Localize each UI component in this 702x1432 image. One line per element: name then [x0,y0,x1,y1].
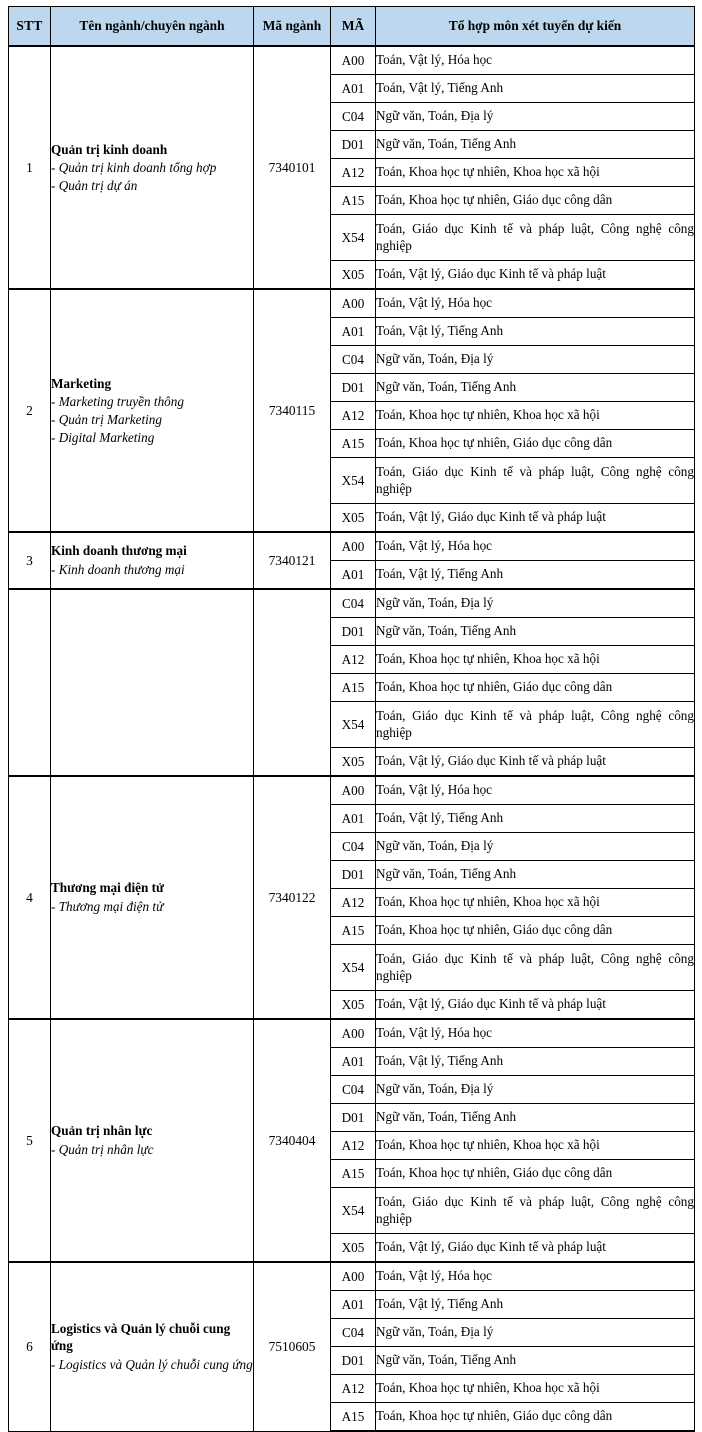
header-stt: STT [9,7,51,47]
cell-combo-code: X05 [331,504,376,533]
major-specialization: - Quản trị dự án [51,177,138,193]
cell-subject-combination: Toán, Vật lý, Hóa học [376,532,695,561]
cell-subject-combination: Ngữ văn, Toán, Tiếng Anh [376,618,695,646]
cell-combo-code: A00 [331,289,376,318]
cell-combo-code: A01 [331,318,376,346]
cell-subject-combination: Ngữ văn, Toán, Tiếng Anh [376,374,695,402]
major-title: Logistics và Quản lý chuỗi cung ứng [51,1320,231,1354]
cell-subject-combination: Toán, Vật lý, Hóa học [376,1019,695,1048]
header-row [9,7,695,47]
cell-subject-combination: Toán, Vật lý, Giáo dục Kinh tế và pháp luật [376,1234,695,1263]
cell-subject-combination: Toán, Vật lý, Hóa học [376,289,695,318]
major-title: Marketing [51,375,112,391]
major-specialization: - Quản trị nhân lực [51,1142,154,1157]
header-major-code: Mã ngành [254,7,331,47]
cell-subject-combination: Toán, Khoa học tự nhiên, Giáo dục công dân [376,674,695,702]
cell-subject-combination: Toán, Vật lý, Tiếng Anh [376,561,695,590]
cell-subject-combination: Toán, Khoa học tự nhiên, Khoa học xã hội [376,1132,695,1160]
cell-stt: 4 [9,776,51,1019]
cell-combo-code: C04 [331,833,376,861]
cell-subject-combination: Ngữ văn, Toán, Địa lý [376,1319,695,1347]
cell-combo-code: X54 [331,215,376,261]
cell-combo-code: A15 [331,430,376,458]
cell-subject-combination: Toán, Vật lý, Tiếng Anh [376,318,695,346]
cell-combo-code: X54 [331,702,376,748]
major-specialization: - Kinh doanh thương mại [51,562,185,577]
cell-major-name [51,1019,254,1262]
table-row [9,1019,695,1048]
cell-subject-combination: Ngữ văn, Toán, Địa lý [376,833,695,861]
cell-combo-code: A15 [331,187,376,215]
cell-combo-code: A01 [331,561,376,590]
cell-major-name [51,589,254,776]
cell-stt: 2 [9,289,51,532]
cell-combo-code: X54 [331,458,376,504]
cell-combo-code: X05 [331,1234,376,1263]
cell-combo-code: A00 [331,776,376,805]
cell-combo-code: C04 [331,1076,376,1104]
cell-combo-code: X54 [331,1188,376,1234]
admissions-table [8,6,695,1432]
cell-combo-code: A15 [331,1160,376,1188]
major-title: Quản trị kinh doanh [51,141,168,157]
header-subject-combination: Tổ hợp môn xét tuyển dự kiến [376,7,695,47]
cell-subject-combination: Toán, Vật lý, Tiếng Anh [376,75,695,103]
table-row [9,1262,695,1291]
cell-subject-combination: Toán, Giáo dục Kinh tế và pháp luật, Công nghệ công nghiệp [376,702,695,748]
cell-combo-code: C04 [331,589,376,618]
cell-subject-combination: Toán, Vật lý, Tiếng Anh [376,1048,695,1076]
cell-subject-combination: Toán, Vật lý, Hóa học [376,776,695,805]
cell-subject-combination: Ngữ văn, Toán, Địa lý [376,589,695,618]
cell-major-code: 7340115 [254,289,331,532]
cell-subject-combination: Toán, Vật lý, Tiếng Anh [376,1291,695,1319]
cell-combo-code: A01 [331,805,376,833]
cell-subject-combination: Toán, Khoa học tự nhiên, Giáo dục công dân [376,187,695,215]
cell-combo-code: A00 [331,532,376,561]
cell-combo-code: A12 [331,889,376,917]
cell-subject-combination: Toán, Khoa học tự nhiên, Giáo dục công dân [376,1403,695,1432]
cell-combo-code: A01 [331,1048,376,1076]
cell-subject-combination: Toán, Khoa học tự nhiên, Giáo dục công dân [376,917,695,945]
cell-major-name [51,776,254,1019]
cell-subject-combination: Toán, Vật lý, Tiếng Anh [376,805,695,833]
cell-subject-combination: Toán, Vật lý, Giáo dục Kinh tế và pháp luật [376,261,695,290]
table-row [9,289,695,318]
cell-subject-combination: Toán, Khoa học tự nhiên, Khoa học xã hội [376,1375,695,1403]
cell-subject-combination: Ngữ văn, Toán, Địa lý [376,346,695,374]
cell-major-name [51,532,254,589]
cell-combo-code: A00 [331,1019,376,1048]
cell-combo-code: C04 [331,103,376,131]
cell-subject-combination: Toán, Giáo dục Kinh tế và pháp luật, Công nghệ công nghiệp [376,458,695,504]
cell-major-code: 7340404 [254,1019,331,1262]
table-row [9,589,695,618]
cell-subject-combination: Ngữ văn, Toán, Địa lý [376,103,695,131]
cell-subject-combination: Toán, Vật lý, Giáo dục Kinh tế và pháp luật [376,504,695,533]
cell-major-name [51,289,254,532]
cell-combo-code: C04 [331,1319,376,1347]
major-specialization: - Marketing truyền thông [51,394,184,410]
cell-combo-code: A01 [331,75,376,103]
cell-combo-code: A12 [331,159,376,187]
cell-subject-combination: Toán, Giáo dục Kinh tế và pháp luật, Công nghệ công nghiệp [376,215,695,261]
cell-combo-code: X05 [331,261,376,290]
table-body [9,46,695,1431]
cell-subject-combination: Toán, Khoa học tự nhiên, Khoa học xã hội [376,889,695,917]
cell-subject-combination: Toán, Vật lý, Giáo dục Kinh tế và pháp luật [376,748,695,777]
cell-subject-combination: Toán, Giáo dục Kinh tế và pháp luật, Công nghệ công nghiệp [376,945,695,991]
cell-stt [9,589,51,776]
cell-combo-code: A12 [331,1132,376,1160]
cell-subject-combination: Ngữ văn, Toán, Tiếng Anh [376,131,695,159]
cell-combo-code: A15 [331,1403,376,1432]
cell-major-code: 7340121 [254,532,331,589]
cell-stt: 1 [9,46,51,289]
header-major-name: Tên ngành/chuyên ngành [51,7,254,47]
cell-combo-code: D01 [331,131,376,159]
major-specialization: - Quản trị kinh doanh tổng hợp [51,160,217,176]
cell-combo-code: A15 [331,917,376,945]
cell-subject-combination: Ngữ văn, Toán, Tiếng Anh [376,1347,695,1375]
cell-stt: 5 [9,1019,51,1262]
cell-subject-combination: Toán, Khoa học tự nhiên, Khoa học xã hội [376,159,695,187]
cell-subject-combination: Toán, Vật lý, Giáo dục Kinh tế và pháp luật [376,991,695,1020]
cell-combo-code: C04 [331,346,376,374]
cell-subject-combination: Toán, Khoa học tự nhiên, Giáo dục công dân [376,430,695,458]
cell-combo-code: A12 [331,646,376,674]
cell-combo-code: X05 [331,991,376,1020]
cell-combo-code: D01 [331,374,376,402]
cell-subject-combination: Toán, Khoa học tự nhiên, Giáo dục công dân [376,1160,695,1188]
cell-combo-code: X05 [331,748,376,777]
cell-subject-combination: Toán, Vật lý, Hóa học [376,1262,695,1291]
cell-subject-combination: Ngữ văn, Toán, Địa lý [376,1076,695,1104]
cell-combo-code: A00 [331,1262,376,1291]
cell-subject-combination: Toán, Khoa học tự nhiên, Khoa học xã hội [376,646,695,674]
major-specialization: - Digital Marketing [51,429,155,445]
cell-subject-combination: Toán, Vật lý, Hóa học [376,46,695,75]
table-row [9,532,695,561]
cell-combo-code: D01 [331,861,376,889]
cell-combo-code: A12 [331,402,376,430]
cell-combo-code: D01 [331,618,376,646]
major-title: Thương mại điện tử [51,880,164,896]
cell-stt: 6 [9,1262,51,1431]
cell-combo-code: D01 [331,1347,376,1375]
cell-subject-combination: Toán, Giáo dục Kinh tế và pháp luật, Công nghệ công nghiệp [376,1188,695,1234]
cell-combo-code: A00 [331,46,376,75]
cell-subject-combination: Toán, Khoa học tự nhiên, Khoa học xã hội [376,402,695,430]
major-title: Quản trị nhân lực [51,1123,153,1139]
cell-combo-code: D01 [331,1104,376,1132]
cell-combo-code: A15 [331,674,376,702]
cell-major-code: 7510605 [254,1262,331,1431]
cell-major-code: 7340122 [254,776,331,1019]
cell-major-code [254,589,331,776]
cell-major-name [51,1262,254,1431]
table-row [9,46,695,75]
cell-subject-combination: Ngữ văn, Toán, Tiếng Anh [376,1104,695,1132]
table-header [9,7,695,47]
cell-major-name [51,46,254,289]
major-specialization: - Thương mại điện tử [51,899,164,914]
cell-combo-code: X54 [331,945,376,991]
major-title: Kinh doanh thương mại [51,543,187,559]
major-specialization: - Quản trị Marketing [51,412,162,427]
cell-subject-combination: Ngữ văn, Toán, Tiếng Anh [376,861,695,889]
cell-stt: 3 [9,532,51,589]
cell-combo-code: A01 [331,1291,376,1319]
major-specialization: - Logistics và Quản lý chuỗi cung ứng [51,1357,253,1373]
cell-major-code: 7340101 [254,46,331,289]
header-combo-code: MÃ [331,7,376,47]
cell-combo-code: A12 [331,1375,376,1403]
table-row [9,776,695,805]
